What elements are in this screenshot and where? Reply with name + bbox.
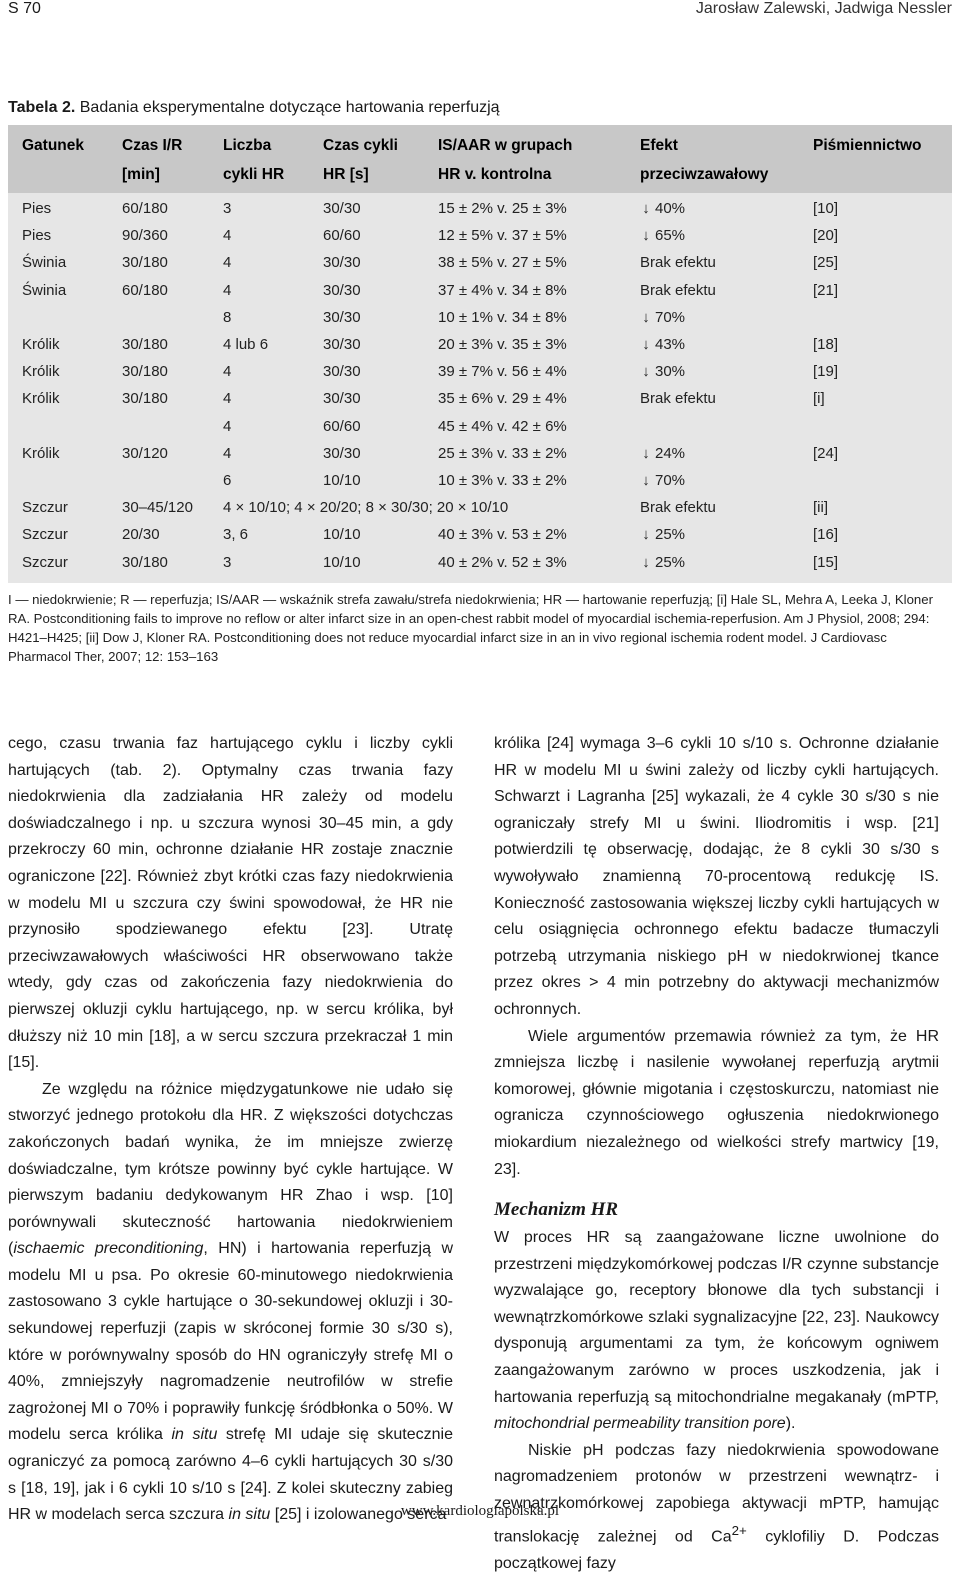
text-run: W proces HR są zaangażowane liczne uwolnione do przestrzeni międzykomórkowej podczas I/R czynne substancje wyzwalające go, receptory błonowe dla tych substancji i wewnątrzkomórkowe szlaki sygnalizacyjne [22, 23]. Naukowcy dysponują argumentami za tym, że końcowym ogniwem zaangażowanym zarówno w proces uszkodzenia, jak i hartowania reperfuzją są mitochondrialne megakanały (mPTP, bbox=[494, 1229, 939, 1406]
cell-cycle-time: 30/30 bbox=[323, 254, 361, 272]
cell-isaar: 38 ± 5% v. 27 ± 5% bbox=[438, 254, 567, 272]
cell-time: 30/180 bbox=[122, 390, 168, 408]
left-paragraph-1: cego, czasu trwania faz hartującego cyklu i liczby cykli hartujących (tab. 2). Optymalny czas trwania fazy niedokrwienia dla zadziałania HR zależy od modelu doświadczalnego i np. u szczura wynosi 30–45 min, a gdy przekroczy 60 min, ochronne działanie HR zostaje znacznie ograniczone [22]. Również zbyt krótki czas fazy niedokrwienia w modelu MI u szczura czy świni spowodował, że HR nie przynosiło spodziewanego efektu [23]. Utratę przeciwzawałowych właściwości HR obserwowano także wtedy, gdy czas od zakończenia fazy niedokrwienia do pierwszej okluzji cyklu hartującego, np. w sercu królika, był dłuższy niż 10 min [18], a w sercu szczura przekraczał 1 min [15]. bbox=[8, 735, 453, 1072]
arrow-down-icon: ↓ bbox=[642, 227, 650, 245]
cell-effect bbox=[640, 358, 685, 385]
header-isaar: IS/AAR w grupach bbox=[438, 137, 573, 154]
table-row bbox=[8, 249, 952, 276]
table-header bbox=[8, 125, 952, 193]
cell-cycle-time: 30/30 bbox=[323, 200, 361, 217]
table-row bbox=[8, 358, 952, 385]
cell-cycle-time: 30/30 bbox=[323, 363, 361, 381]
text-run: strefę MI udaje się skutecznie ograniczyć za pomocą zarówno 4–6 cykli hartujących 30 s/30 s [18, 19], jak i 6 cykli 10 s/10 s [24]. Z kolei skuteczny zabieg HR w modelach serca szczura bbox=[8, 1426, 454, 1524]
cell-reference: [10] bbox=[813, 200, 839, 217]
cell-cycles: 3 bbox=[223, 200, 232, 217]
table-row bbox=[8, 331, 952, 358]
cell-time: 30/180 bbox=[122, 363, 168, 381]
cell-time: 30/180 bbox=[122, 254, 168, 272]
cell-cycles: 4 lub 6 bbox=[223, 336, 269, 353]
effect-value: Brak efektu bbox=[640, 499, 716, 517]
arrow-down-icon: ↓ bbox=[642, 472, 650, 489]
table-row bbox=[8, 440, 952, 467]
cell-effect bbox=[640, 222, 685, 249]
italic-term: in situ bbox=[228, 1506, 271, 1524]
page-authors: Jarosław Zalewski, Jadwiga Nessler bbox=[695, 0, 952, 17]
cell-effect bbox=[640, 195, 685, 222]
cell-species: Szczur bbox=[22, 553, 68, 571]
text-run: [25] i izolowanego serca bbox=[270, 1506, 447, 1524]
table-caption-label: Tabela 2. bbox=[8, 99, 76, 116]
table-row bbox=[8, 549, 952, 576]
cell-species: Królik bbox=[22, 390, 60, 408]
cell-isaar: 15 ± 2% v. 25 ± 3% bbox=[438, 200, 567, 217]
cell-cycle-time: 30/30 bbox=[323, 390, 361, 408]
table-row bbox=[8, 413, 952, 440]
cell-cycles: 4 bbox=[223, 417, 232, 435]
cell-cycles: 3, 6 bbox=[223, 526, 249, 544]
cell-isaar: 40 ± 2% v. 52 ± 3% bbox=[438, 553, 567, 571]
cell-effect bbox=[640, 440, 685, 467]
cell-effect bbox=[640, 385, 716, 412]
effect-value: 70% bbox=[655, 308, 686, 326]
cell-effect bbox=[640, 249, 716, 276]
text-run: cyklofiliy D. Podczas początkowej fazy bbox=[494, 1527, 939, 1572]
cell-species: Królik bbox=[22, 336, 60, 353]
cell-cycle-time: 30/30 bbox=[323, 336, 361, 353]
cell-effect bbox=[640, 521, 685, 548]
effect-value: 70% bbox=[655, 472, 686, 489]
table-row bbox=[8, 494, 952, 521]
table-row bbox=[8, 277, 952, 304]
cell-cycles: 4 × 10/10; 4 × 20/20; 8 × 30/30; 20 × 10/10 bbox=[223, 499, 509, 517]
cell-reference: [18] bbox=[813, 336, 839, 353]
cell-reference: [21] bbox=[813, 281, 839, 299]
header-ir-time: Czas I/R bbox=[122, 137, 183, 154]
effect-value: 40% bbox=[655, 200, 686, 217]
header-cycles-sub: cykli HR bbox=[223, 166, 285, 183]
effect-value: 24% bbox=[655, 444, 686, 462]
cell-isaar: 45 ± 4% v. 42 ± 6% bbox=[438, 417, 567, 435]
right-text-column bbox=[494, 731, 939, 1577]
cell-isaar: 20 ± 3% v. 35 ± 3% bbox=[438, 336, 567, 353]
right-paragraph-1: królika [24] wymaga 3–6 cykli 10 s/10 s. Ochronne działanie HR w modelu MI u świni zależy od liczby cykli hartujących. Schwarzt i Lagranha [25] wykazali, że 4 cykle 30 s/30 s nie ograniczały strefy MI u świni. Iliodromitis i wsp. [21] potwierdzili tę obserwację, dodając, że 8 cykli 30 s/30 s wywoływało znamienną 70-procentową redukcję IS. Konieczność zastosowania większej liczby cykli hartujących w celu osiągnięcia ochronnego efektu badacze tłumaczyli potrzebą utrzymania niskiego pH w niedokrwionej tkance przez okres > 4 min potrzebny do aktywacji mechanizmów ochronnych. bbox=[494, 735, 939, 1018]
cell-species: Świnia bbox=[22, 281, 67, 299]
cell-isaar: 10 ± 3% v. 33 ± 2% bbox=[438, 472, 567, 489]
table-footnote: I — niedokrwienie; R — reperfuzja; IS/AAR — wskaźnik strefa zawału/strefa niedokrwienia; HR — hartowanie reperfuzją; [i] Hale SL, Mehra A, Leeka J, Kloner RA. Postconditioning fails to improve no reflow or alter infarct size in an open-chest rabbit model of myocardial ischemia-reperfusion. Am J Physiol, 2008; 294: H421–H425; [ii] Dow J, Kloner RA. Postconditioning does not reduce myocardial infarct size in an in vivo regional ischemia rodent model. J Cardiovasc Pharmacol Ther, 2007; 12: 153–163 bbox=[8, 592, 933, 664]
left-paragraph-2 bbox=[8, 1077, 453, 1529]
cell-isaar: 12 ± 5% v. 37 ± 5% bbox=[438, 227, 567, 245]
cell-effect bbox=[640, 277, 716, 304]
cell-effect bbox=[640, 549, 685, 576]
superscript: 2+ bbox=[731, 1522, 747, 1538]
cell-cycles: 8 bbox=[223, 308, 232, 326]
footer-url[interactable]: www.kardiologiapolska.pl bbox=[400, 1503, 560, 1519]
cell-reference: [19] bbox=[813, 363, 839, 381]
cell-species: Królik bbox=[22, 363, 60, 381]
cell-reference: [24] bbox=[813, 444, 839, 462]
cell-isaar: 35 ± 6% v. 29 ± 4% bbox=[438, 390, 567, 408]
left-text-column bbox=[8, 731, 453, 1529]
cell-cycles: 4 bbox=[223, 444, 232, 462]
effect-value: Brak efektu bbox=[640, 281, 716, 299]
header-effect: Efekt bbox=[640, 137, 678, 154]
cell-cycle-time: 10/10 bbox=[323, 553, 361, 571]
effect-value: 25% bbox=[655, 553, 686, 571]
table-row bbox=[8, 195, 952, 222]
cell-reference: [16] bbox=[813, 526, 839, 544]
cell-cycles: 3 bbox=[223, 553, 232, 571]
text-run: Ze względu na różnice międzygatunkowe nie udało się stworzyć jednego protokołu dla HR. Z większości dotychczas zakończonych badań wynika, że im mniejsze zwierzę doświadczalne, tym krótsze powinny być cykle hartujące. W pierwszym badaniu dedykowanym HR Zhao i wsp. [10] porównywali skuteczność hartowania niedokrwieniem ( bbox=[8, 1080, 453, 1258]
text-run: ). bbox=[785, 1415, 796, 1433]
table-row bbox=[8, 521, 952, 548]
cell-time: 20/30 bbox=[122, 526, 160, 544]
table-row bbox=[8, 467, 952, 494]
cell-species: Pies bbox=[22, 227, 52, 245]
cell-effect bbox=[640, 304, 685, 331]
right-paragraph-2: Wiele argumentów przemawia również za tym, że HR zmniejsza liczbę i nasilenie wywołanej reperfuzją arytmii komorowej, głównie migotania i częstoskurczu, natomiast nie ogranicza czynnościowego ogłuszenia niedokrwionego miokardium niezależnego od wielkości strefy martwicy [19, 23]. bbox=[494, 1027, 939, 1178]
header-cycle-time: Czas cykli bbox=[323, 137, 398, 154]
table-caption-text: Badania eksperymentalne dotyczące hartowania reperfuzją bbox=[79, 99, 500, 116]
arrow-down-icon: ↓ bbox=[642, 553, 650, 571]
cell-isaar: 25 ± 3% v. 33 ± 2% bbox=[438, 444, 567, 462]
text-run: , HN) i hartowania reperfuzją w modelu MI u psa. Po okresie 60-minutowego niedokrwienia zastosowano 3 cykle hartujące o 30-sekundowej okluzji i 30-sekundowej reperfuzji (zapis w skróconej formie 30 s/30 s), które w porównywalny sposób do HN ograniczyły strefę MI o 40%, zmniejszyły nagromadzenie neutrofilów w strefie zagrożonej MI o 70% i poprawiły funkcję śródbłonka o 50%. W modelu serca królika bbox=[8, 1240, 453, 1444]
cell-cycle-time: 30/30 bbox=[323, 281, 361, 299]
cell-effect bbox=[640, 331, 685, 358]
cell-reference: [i] bbox=[813, 390, 825, 408]
cell-reference: [20] bbox=[813, 227, 839, 245]
arrow-down-icon: ↓ bbox=[642, 336, 650, 353]
effect-value: 65% bbox=[655, 227, 686, 245]
table-row bbox=[8, 304, 952, 331]
cell-cycles: 4 bbox=[223, 363, 232, 381]
header-ir-time-unit: [min] bbox=[122, 166, 160, 183]
header-references: Piśmiennictwo bbox=[813, 137, 922, 154]
cell-cycle-time: 10/10 bbox=[323, 526, 361, 544]
section-title: Mechanizm HR bbox=[494, 1199, 619, 1221]
cell-species: Szczur bbox=[22, 499, 68, 517]
header-cycle-time-unit: HR [s] bbox=[323, 166, 369, 183]
cell-time: 60/180 bbox=[122, 281, 168, 299]
header-isaar-sub: HR v. kontrolna bbox=[438, 166, 552, 183]
cell-reference: [15] bbox=[813, 553, 839, 571]
effect-value: 43% bbox=[655, 336, 686, 353]
cell-cycles: 6 bbox=[223, 472, 232, 489]
effect-value: Brak efektu bbox=[640, 390, 716, 408]
cell-time: 30/180 bbox=[122, 553, 168, 571]
cell-cycle-time: 60/60 bbox=[323, 417, 361, 435]
cell-cycles: 4 bbox=[223, 281, 232, 299]
cell-cycles: 4 bbox=[223, 227, 232, 245]
cell-species: Królik bbox=[22, 444, 60, 462]
header-cycles: Liczba bbox=[223, 137, 272, 154]
italic-term: mitochondrial permeability transition pore bbox=[494, 1415, 786, 1433]
cell-species: Świnia bbox=[22, 254, 67, 272]
cell-reference: [ii] bbox=[813, 499, 828, 517]
cell-cycle-time: 30/30 bbox=[323, 308, 361, 326]
arrow-down-icon: ↓ bbox=[642, 200, 650, 217]
cell-cycle-time: 30/30 bbox=[323, 444, 361, 462]
cell-reference: [25] bbox=[813, 254, 839, 272]
table-row bbox=[8, 385, 952, 412]
effect-value: Brak efektu bbox=[640, 254, 716, 272]
text-run: Niskie pH podczas fazy niedokrwienia spowodowane nagromadzeniem protonów w przestrzeni wewnątrz- i zewnątrzkomórkowej zapobiega aktywacji mPTP, hamując translokację zależnej od Ca bbox=[494, 1441, 939, 1545]
cell-species: Szczur bbox=[22, 526, 68, 544]
cell-cycle-time: 10/10 bbox=[323, 472, 361, 489]
effect-value: 25% bbox=[655, 526, 686, 544]
table-caption bbox=[8, 99, 500, 117]
cell-isaar: 40 ± 3% v. 53 ± 2% bbox=[438, 526, 567, 544]
arrow-down-icon: ↓ bbox=[642, 526, 650, 544]
effect-value: 30% bbox=[655, 363, 686, 381]
cell-time: 30/120 bbox=[122, 444, 168, 462]
header-species: Gatunek bbox=[22, 137, 85, 154]
cell-cycle-time: 60/60 bbox=[323, 227, 361, 245]
table-row bbox=[8, 222, 952, 249]
header-effect-sub: przeciwzawałowy bbox=[640, 166, 769, 183]
cell-cycles: 4 bbox=[223, 254, 232, 272]
italic-term: in situ bbox=[171, 1426, 218, 1444]
cell-time: 90/360 bbox=[122, 227, 168, 245]
italic-term: ischaemic preconditioning bbox=[13, 1240, 204, 1258]
cell-time: 30/180 bbox=[122, 336, 168, 353]
cell-cycles: 4 bbox=[223, 390, 232, 408]
cell-effect bbox=[640, 494, 716, 521]
cell-isaar: 37 ± 4% v. 34 ± 8% bbox=[438, 281, 567, 299]
arrow-down-icon: ↓ bbox=[642, 363, 650, 381]
cell-isaar: 39 ± 7% v. 56 ± 4% bbox=[438, 363, 567, 381]
right-paragraph-3 bbox=[494, 1225, 939, 1438]
cell-effect bbox=[640, 467, 685, 494]
arrow-down-icon: ↓ bbox=[642, 444, 650, 462]
cell-time: 60/180 bbox=[122, 200, 168, 217]
cell-isaar: 10 ± 1% v. 34 ± 8% bbox=[438, 308, 567, 326]
cell-time: 30–45/120 bbox=[122, 499, 193, 517]
page-number: S 70 bbox=[8, 0, 41, 17]
cell-species: Pies bbox=[22, 200, 52, 217]
arrow-down-icon: ↓ bbox=[642, 308, 650, 326]
data-table bbox=[8, 125, 952, 583]
